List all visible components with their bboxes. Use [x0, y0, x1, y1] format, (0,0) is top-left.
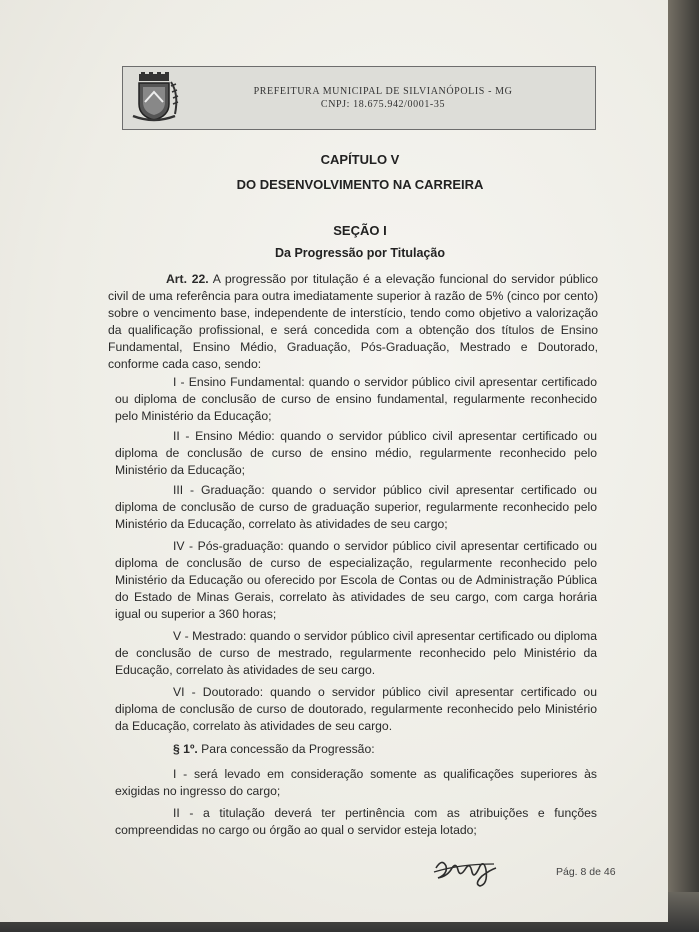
signature-mark — [430, 854, 500, 888]
chapter-subtitle: DO DESENVOLVIMENTO NA CARREIRA — [236, 177, 484, 192]
municipal-crest-icon — [131, 72, 181, 124]
letterhead — [122, 66, 596, 130]
item-i — [115, 374, 597, 425]
letterhead-text — [233, 85, 533, 111]
article-label: Art. 22. — [166, 272, 209, 286]
article-text: A progressão por titulação é a elevação funcional do servidor público civil de uma referência para outra imediatamente superior à razão de 5% (cinco por cento) sobre o vencimento base, independente de interstício, tendo como objetivo a valorização da qualificação profissional, e será concedida com a obtenção dos títulos de Ensino Fundamental, Ensino Médio, Graduação, Pós-Graduação, Mestrado e Doutorado, conforme cada caso, sendo: — [108, 272, 598, 371]
item-iv — [115, 538, 597, 623]
letterhead-title: PREFEITURA MUNICIPAL DE SILVIANÓPOLIS - MG — [253, 86, 513, 97]
subitem-ii — [115, 805, 597, 839]
subitem-i — [115, 766, 597, 800]
item-iv-text: IV - Pós-graduação: quando o servidor público civil apresentar certificado ou diploma de conclusão de curso de especialização, regularmente reconhecido pelo Ministério da Educação ou oferecido por Escola de Contas ou de Administração Pública do Estado de Minas Gerais, correlato às atividades de seu cargo, com carga horária igual ou superior a 360 horas; — [115, 539, 597, 621]
subitem-i-text: I - será levado em consideração somente as qualificações superiores às exigidas no ingresso do cargo; — [115, 767, 597, 798]
article-22 — [108, 271, 598, 373]
item-vi-text: VI - Doutorado: quando o servidor público civil apresentar certificado ou diploma de conclusão de curso de doutorado, regularmente reconhecido pelo Ministério da Educação, correlato às atividades de seu cargo. — [115, 685, 597, 733]
subitem-ii-text: II - a titulação deverá ter pertinência com as atribuições e funções compreendidas no cargo ou órgão ao qual o servidor esteja lotado; — [115, 806, 597, 837]
item-i-text: I - Ensino Fundamental: quando o servidor público civil apresentar certificado ou diploma de conclusão de curso de ensino fundamental, regularmente reconhecido pelo Ministério da Educação; — [115, 375, 597, 423]
page-number: Pág. 8 de 46 — [556, 866, 616, 878]
chapter-title: CAPÍTULO V — [320, 152, 400, 167]
item-v-text: V - Mestrado: quando o servidor público civil apresentar certificado ou diploma de conclusão de curso de mestrado, regularmente reconhecido pelo Ministério da Educação, correlato às atividades de seu cargo. — [115, 629, 597, 677]
item-ii — [115, 428, 597, 479]
section-subtitle: Da Progressão por Titulação — [275, 246, 445, 260]
item-vi — [115, 684, 597, 735]
paragraph-1-text: Para concessão da Progressão: — [201, 742, 375, 756]
paragraph-1-label: § 1º. — [173, 742, 198, 756]
item-v — [115, 628, 597, 679]
section-title: SEÇÃO I — [333, 223, 387, 238]
letterhead-cnpj: CNPJ: 18.675.942/0001-35 — [320, 99, 446, 110]
paragraph-1 — [115, 741, 597, 758]
item-iii — [115, 482, 597, 533]
item-iii-text: III - Graduação: quando o servidor público civil apresentar certificado ou diploma de conclusão de curso de graduação superior, regularmente reconhecido pelo Ministério da Educação, correlato às atividades de seu cargo; — [115, 483, 597, 531]
item-ii-text: II - Ensino Médio: quando o servidor público civil apresentar certificado ou diploma de conclusão de curso de ensino médio, regularmente reconhecido pelo Ministério da Educação; — [115, 429, 597, 477]
